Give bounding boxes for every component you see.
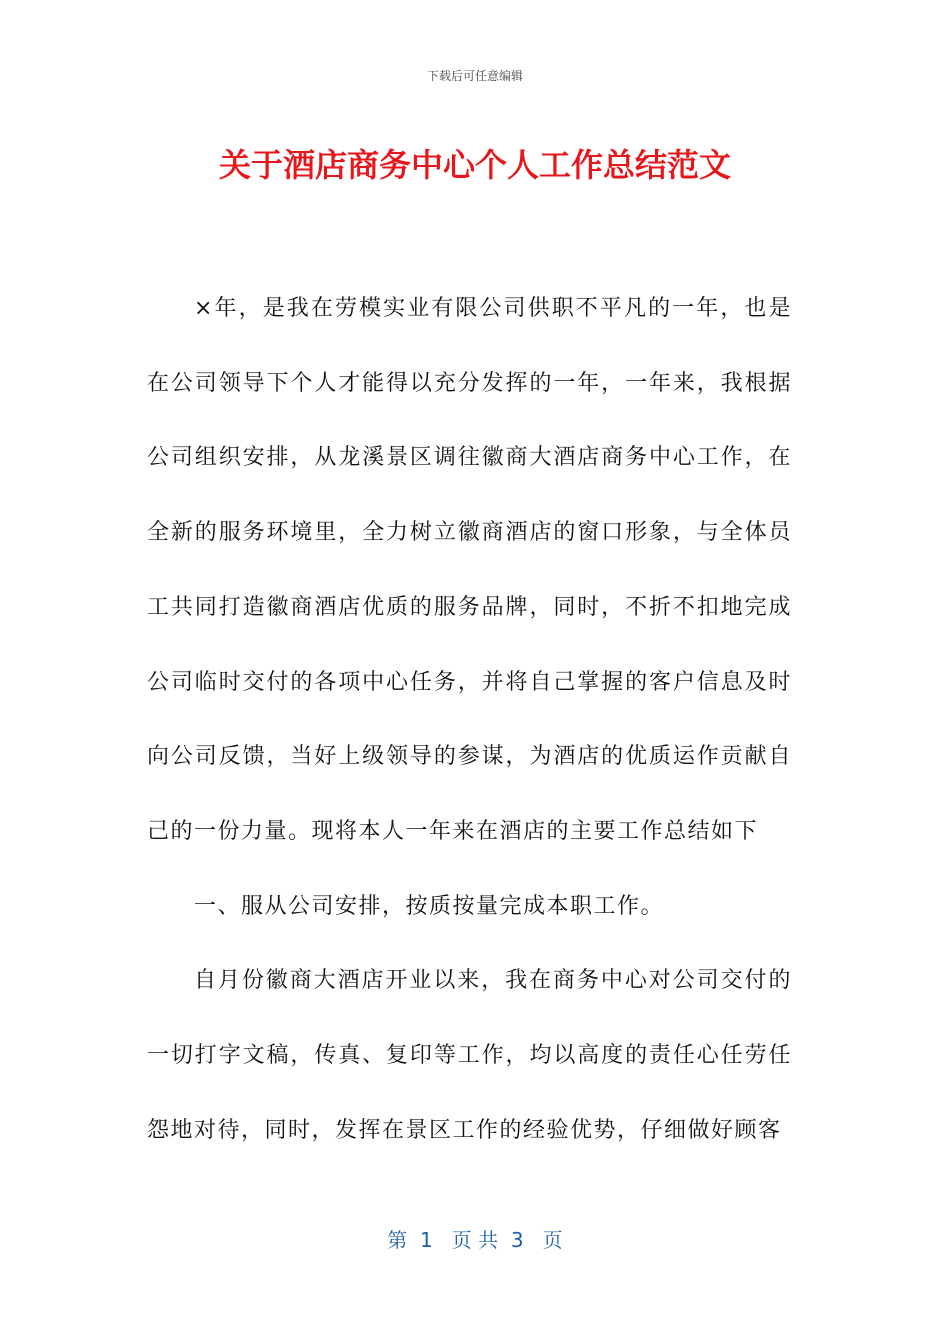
header-note: 下载后可任意编辑 [426,69,523,83]
page-number-footer: 第 1 页 共 3 页 [387,1228,563,1252]
document-title: 关于酒店商务中心个人工作总结范文 [218,146,731,184]
document-body [147,272,792,1168]
body-paragraph-2: 自月份徽商大酒店开业以来，我在商务中心对公司交付的一切打字文稿，传真、复印等工作，均以高度的责任心任劳任怨地对待，同时，发挥在景区工作的经验优势，仔细做好顾客 [147,968,792,1143]
body-paragraph-1: ×年，是我在劳模实业有限公司供职不平凡的一年，也是在公司领导下个人才能得以充分发挥的一年，一年来，我根据公司组织安排，从龙溪景区调往徽商大酒店商务中心工作，在全新的服务环境里，全力树立徽商酒店的窗口形象，与全体员工共同打造徽商酒店优质的服务品牌，同时，不折不扣地完成公司临时交付的各项中心任务，并将自己掌握的客户信息及时向公司反馈，当好上级领导的参谋，为酒店的优质运作贡献自己的一份力量。现将本人一年来在酒店的主要工作总结如下 [147,296,792,844]
section-heading-1: 一、服从公司安排，按质按量完成本职工作。 [194,893,665,919]
